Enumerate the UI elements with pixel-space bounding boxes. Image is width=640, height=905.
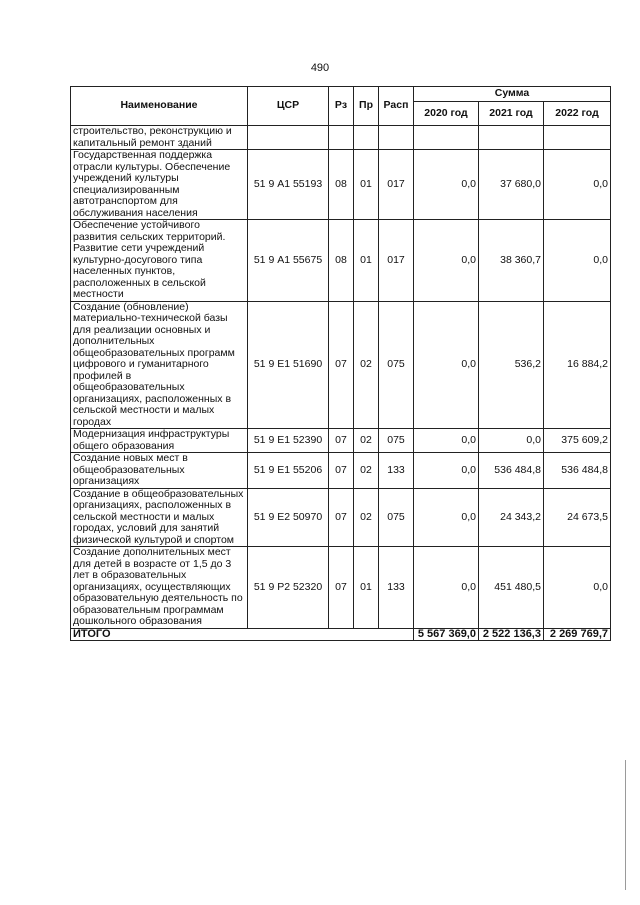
row-rz: 07	[329, 429, 354, 453]
row-2020: 0,0	[414, 453, 479, 489]
header-name: Наименование	[71, 87, 248, 126]
page-number: 490	[310, 62, 330, 74]
total-label: ИТОГО	[71, 628, 414, 641]
row-2021: 536 484,8	[479, 453, 544, 489]
table-row	[71, 453, 611, 489]
row-pr: 01	[354, 150, 379, 220]
row-pr: 02	[354, 301, 379, 429]
row-2021: 38 360,7	[479, 220, 544, 302]
row-rz: 08	[329, 220, 354, 302]
header-2020: 2020 год	[414, 102, 479, 126]
header-2021: 2021 год	[479, 102, 544, 126]
header-sum: Сумма	[414, 87, 611, 102]
row-2021: 24 343,2	[479, 488, 544, 547]
header-csr: ЦСР	[248, 87, 329, 126]
row-csr: 51 9 Е1 52390	[248, 429, 329, 453]
row-name: Модернизация инфраструктуры общего образования	[71, 429, 248, 453]
total-2022: 2 269 769,7	[544, 628, 611, 641]
row-pr	[354, 126, 379, 150]
row-rz	[329, 126, 354, 150]
budget-table	[70, 86, 611, 641]
row-csr: 51 9 Е2 50970	[248, 488, 329, 547]
row-rasp: 075	[379, 488, 414, 547]
header-pr: Пр	[354, 87, 379, 126]
row-name: Государственная поддержка отрасли культуры. Обеспечение учреждений культуры специализированным автотранспортом для обслуживания населения	[71, 150, 248, 220]
row-2022: 16 884,2	[544, 301, 611, 429]
row-2022	[544, 126, 611, 150]
row-2022: 24 673,5	[544, 488, 611, 547]
row-name: Создание в общеобразовательных организациях, расположенных в сельской местности и малых городах, условий для занятий физической культурой и спортом	[71, 488, 248, 547]
row-2020: 0,0	[414, 547, 479, 629]
row-pr: 01	[354, 220, 379, 302]
row-name: Создание (обновление) материально-технической базы для реализации основных и дополнительных общеобразовательных программ цифрового и гуманитарного профилей в общеобразовательных организациях, расположенных в сельской местности и малых городах	[71, 301, 248, 429]
row-csr: 51 9 Е1 55206	[248, 453, 329, 489]
row-pr: 02	[354, 429, 379, 453]
table-row	[71, 126, 611, 150]
row-name: Создание новых мест в общеобразовательных организациях	[71, 453, 248, 489]
row-2020	[414, 126, 479, 150]
row-2021	[479, 126, 544, 150]
scan-edge-line	[625, 760, 626, 890]
table-row	[71, 488, 611, 547]
table-row	[71, 429, 611, 453]
total-row	[71, 628, 611, 641]
row-rasp: 017	[379, 150, 414, 220]
total-2021: 2 522 136,3	[479, 628, 544, 641]
row-csr: 51 9 Е1 51690	[248, 301, 329, 429]
header-2022: 2022 год	[544, 102, 611, 126]
row-name: строительство, реконструкцию и капитальный ремонт зданий	[71, 126, 248, 150]
row-csr: 51 9 Р2 52320	[248, 547, 329, 629]
row-name: Создание дополнительных мест для детей в возрасте от 1,5 до 3 лет в образовательных организациях, осуществляющих образовательную деятельность по образовательным программам дошкольного образования	[71, 547, 248, 629]
row-csr: 51 9 А1 55193	[248, 150, 329, 220]
row-rasp: 017	[379, 220, 414, 302]
row-rasp: 133	[379, 453, 414, 489]
row-2020: 0,0	[414, 220, 479, 302]
row-2022: 0,0	[544, 547, 611, 629]
row-2022: 0,0	[544, 220, 611, 302]
row-pr: 02	[354, 453, 379, 489]
row-2021: 451 480,5	[479, 547, 544, 629]
row-csr	[248, 126, 329, 150]
total-2020: 5 567 369,0	[414, 628, 479, 641]
row-2022: 536 484,8	[544, 453, 611, 489]
row-rz: 07	[329, 453, 354, 489]
header-rz: Рз	[329, 87, 354, 126]
table-row	[71, 150, 611, 220]
row-rz: 07	[329, 547, 354, 629]
table-row	[71, 220, 611, 302]
header-rasp: Расп	[379, 87, 414, 126]
row-2020: 0,0	[414, 488, 479, 547]
row-rasp: 075	[379, 429, 414, 453]
row-2021: 37 680,0	[479, 150, 544, 220]
row-pr: 02	[354, 488, 379, 547]
row-name: Обеспечение устойчивого развития сельских территорий. Развитие сети учреждений культурно-досугового типа населенных пунктов, расположенных в сельской местности	[71, 220, 248, 302]
row-rz: 07	[329, 488, 354, 547]
table-row	[71, 547, 611, 629]
row-rasp	[379, 126, 414, 150]
row-2021: 536,2	[479, 301, 544, 429]
table-row	[71, 301, 611, 429]
row-2022: 0,0	[544, 150, 611, 220]
row-2020: 0,0	[414, 429, 479, 453]
row-2022: 375 609,2	[544, 429, 611, 453]
row-csr: 51 9 А1 55675	[248, 220, 329, 302]
row-2020: 0,0	[414, 301, 479, 429]
row-rasp: 075	[379, 301, 414, 429]
row-rasp: 133	[379, 547, 414, 629]
row-pr: 01	[354, 547, 379, 629]
row-rz: 08	[329, 150, 354, 220]
row-rz: 07	[329, 301, 354, 429]
row-2020: 0,0	[414, 150, 479, 220]
row-2021: 0,0	[479, 429, 544, 453]
